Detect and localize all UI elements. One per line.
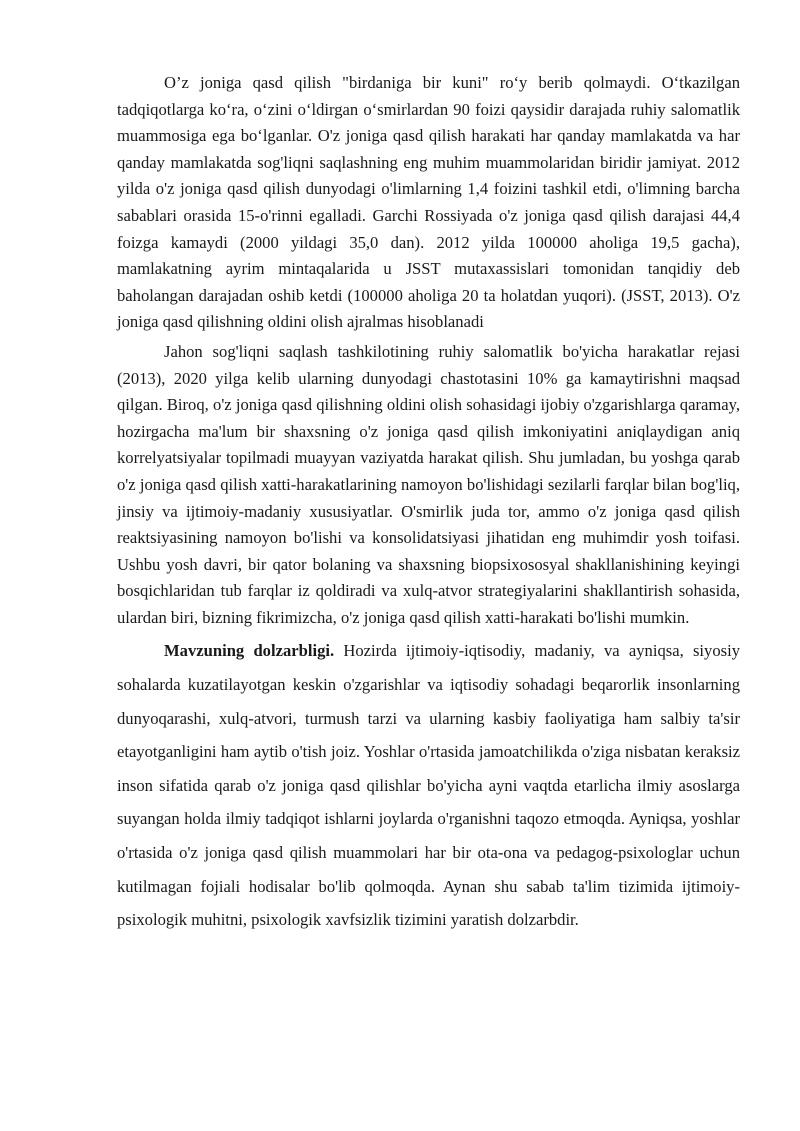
paragraph-who-plan: Jahon sog'liqni saqlash tashkilotining ruhiy salomatlik bo'yicha harakatlar rejasi (2013), 2020 yilga kelib ularning dunyodagi chastotasini 10% ga kamaytirishni maqsad qilgan. Biroq, o'z joniga qasd qilishning oldini olish sohasidagi ijobiy o'zgarishlarga qaramay, hozirgacha ma'lum bir shaxsning o'z joniga qasd qilish imkoniyatini aniqlaydigan aniq korrelyatsiyalar topilmadi muayyan vaziyatda harakat qilish. Shu jumladan, bu yoshga qarab o'z joniga qasd qilish xatti-harakatlarining namoyon bo'lishidagi sezilarli farqlar bilan bog'liq, jinsiy va ijtimoiy-madaniy xususiyatlar. O'smirlik juda tor, ammo o'z joniga qasd qilish reaktsiyasining namoyon bo'lishi va konsolidatsiyasi jihatidan eng muhimdir yosh toifasi. Ushbu yosh davri, bir qator bolaning va shaxsning biopsixososyal shakllanishining keyingi bosqichlaridan tub farqlar iz qoldiradi va xulq-atvor strategiyalarini shakllantirish sohasida, ulardan biri, bizning fikrimizcha, o'z joniga qasd qilish xatti-harakati bo'lishi mumkin. xyxy=(117,341,740,627)
paragraph-relevance xyxy=(117,634,740,936)
paragraph-relevance-body: Hozirda ijtimoiy-iqtisodiy, madaniy, va ayniqsa, siyosiy sohalarda kuzatilayotgan keskin o'zgarishlar va iqtisodiy sohadagi beqarorlik insonlarning dunyoqarashi, xulq-atvori, turmush tarzi va ularning kasbiy faoliyatiga ham salbiy ta'sir etayotganligini ham aytib o'tish joiz. Yoshlar o'rtasida jamoatchilikda o'ziga nisbatan keraksiz inson sifatida qarab o'z joniga qasd qilishlar bo'yicha ayni vaqtda etarlicha ilmiy asoslarga suyangan holda ilmiy tadqiqot ishlarni joylarda o'rganishni taqozo etmoqda. Ayniqsa, yoshlar o'rtasida o'z joniga qasd qilish muammolari har bir ota-ona va pedagog-psixologlar uchun kutilmagan fojiali hodisalar bo'lib qolmoqda. Aynan shu sabab ta'lim tizimida ijtimoiy-psixologik muhitni, psixologik xavfsizlik tizimini yaratish dolzarbdir. xyxy=(117,641,740,930)
section-heading-relevance: Mavzuning dolzarbligi. xyxy=(164,641,335,661)
paragraph-intro: O’z joniga qasd qilish "birdaniga bir kuni" ro‘y berib qolmaydi. O‘tkazilgan tadqiqotlarga ko‘ra, o‘zini o‘ldirgan o‘smirlardan 90 foizi qaysidir darajada ruhiy salomatlik muammosiga ega bo‘lganlar. O'z joniga qasd qilish harakati har qanday mamlakatda va har qanday mamlakatda sog'liqni saqlashning eng muhim muammolaridan biridir jamiyat. 2012 yilda o'z joniga qasd qilish dunyodagi o'limlarning 1,4 foizini tashkil etdi, o'limning barcha sabablari orasida 15-o'rinni egalladi. Garchi Rossiyada o'z joniga qasd qilish darajasi 44,4 foizga kamaydi (2000 yildagi 35,0 dan). 2012 yilda 100000 aholiga 19,5 gacha), mamlakatning ayrim mintaqalarida u JSST mutaxassislari tomonidan tanqidiy deb baholangan darajadan oshib ketdi (100000 aholiga 20 ta holatdan yuqori). (JSST, 2013). O'z joniga qasd qilishning oldini olish ajralmas hisoblanadi xyxy=(117,73,740,332)
document-page xyxy=(117,70,740,937)
